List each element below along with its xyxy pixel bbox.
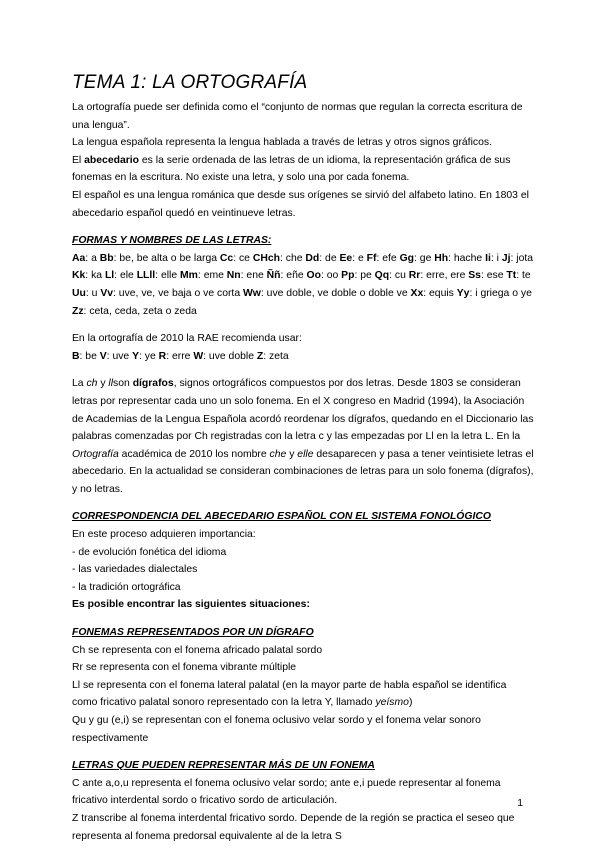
letter-form: Ff (366, 252, 377, 264)
letter-name: : zeta (263, 350, 289, 362)
fonema-line-qu-gu: Qu y gu (e,i) se representan con el fonema oclusivo velar sordo y el fonema velar sonoro respectivamente (72, 715, 481, 744)
letter-form: Rr (408, 270, 421, 282)
letter-form: CHch (252, 252, 280, 264)
page-number: 1 (517, 798, 523, 809)
letter-form: Mm (180, 270, 198, 282)
situaciones-line: Es posible encontrar las siguientes situaciones: (72, 599, 310, 611)
letter-form: Oo (306, 270, 321, 282)
digraph-paragraph (72, 375, 534, 498)
italic-che: che (269, 448, 287, 460)
document-page (72, 72, 534, 845)
letter-name: : eme (197, 270, 227, 282)
letter-name: : ka (85, 270, 105, 282)
letter-form: Aa (72, 252, 86, 264)
intro-paragraph-4: El español es una lengua románica que desde sus orígenes se sirvió del alfabeto latino. En 1803 el abecedario español quedó en veintinueve letras. (72, 189, 529, 219)
letters-list (72, 250, 534, 320)
letter-form: Bb (99, 252, 114, 264)
letter-name: : uve (106, 350, 133, 362)
intro-paragraph-3 (72, 152, 534, 187)
letter-form: Ll (104, 270, 115, 282)
italic-elle: elle (297, 448, 314, 460)
letter-name: : efe (376, 252, 400, 264)
italic-ortografia: Ortografía (72, 448, 119, 460)
text-span: Ll se representa con el fonema lateral palatal (en la mayor parte de habla español se identifica como fricativo palatal sonoro representado con la letra Y, llamado (72, 679, 507, 709)
letter-form: W (193, 350, 204, 362)
text-span: La (72, 378, 87, 390)
letter-name: : be, be alta o be larga (113, 252, 220, 264)
letter-form: Ee (339, 252, 353, 264)
letter-form: Yy (456, 287, 470, 299)
letter-form: LLll (136, 270, 156, 282)
text-span: y (97, 378, 109, 390)
letter-name: : oo (320, 270, 342, 282)
section-heading-formas: FORMAS Y NOMBRES DE LAS LETRAS: (72, 235, 272, 247)
letter-name: : i griega o ye (469, 287, 532, 299)
text-span: son (113, 378, 133, 390)
text-span: y (286, 448, 298, 460)
text-span: académica de 2010 los nombre (118, 448, 270, 460)
rae-letters-list (72, 348, 534, 366)
letter-name: : pe (354, 270, 375, 282)
letter-name: : e (352, 252, 367, 264)
letter-name: : a (85, 252, 100, 264)
letter-form: Xx (410, 287, 424, 299)
bold-term-digrafos: dígrafos (132, 378, 174, 390)
letras-paragraph-c: C ante a,o,u representa el fonema oclusivo velar sordo; ante e,i puede representar al fonema fricativo interdental sordo o fricativo sordo de articulación. (72, 777, 501, 807)
letter-name: : uve, ve, ve baja o ve corta (113, 287, 243, 299)
letter-form: Tt (506, 270, 517, 282)
italic-yeismo: yeísmo (375, 697, 409, 709)
letter-name: : de (319, 252, 340, 264)
letter-name: : eñe (280, 270, 307, 282)
italic-ll: ll (108, 378, 114, 390)
letter-name: : ceta, ceda, zeta o zeda (83, 305, 197, 317)
letter-name: : equis (423, 287, 457, 299)
fonema-line-ch: Ch se representa con el fonema africado palatal sordo (72, 644, 323, 656)
letter-name: : u (85, 287, 101, 299)
letter-form: R (158, 350, 167, 362)
letter-name: : ele (114, 270, 137, 282)
text-span: , signos ortográficos compuestos por dos letras. Desde 1803 se consideran letras por representar cada uno un solo fonema. En el X congreso en Madrid (1994), la Asociación de Academias de la Lengua Española acordó reordenar los dígrafos, quedando en el Diccionario las palabras comenzadas por Ch registradas con la letra c y las empezadas por Ll en la letra L. En la (72, 378, 534, 443)
letter-form: Dd (305, 252, 320, 264)
letter-form: Vv (100, 287, 114, 299)
text-span: es la serie ordenada de las letras de un idioma, la representación gráfica de sus fonemas en la escritura. No existe una letra, y solo una por cada fonema. (72, 154, 511, 184)
section-heading-letras: LETRAS QUE PUEDEN REPRESENTAR MÁS DE UN FONEMA (72, 760, 375, 772)
letter-name: : ye (139, 350, 159, 362)
section-heading-correspondencia: CORRESPONDENCIA DEL ABECEDARIO ESPAÑOL CON EL SISTEMA FONOLÓGICO (72, 511, 491, 523)
intro-paragraph-1: La ortografía puede ser definida como el “conjunto de normas que regulan la correcta escritura de una lengua”. (72, 102, 523, 131)
letter-name: : hache (448, 252, 486, 264)
section-heading-fonemas: FONEMAS REPRESENTADOS POR UN DÍGRAFO (72, 627, 314, 639)
letter-name: : jota (510, 252, 534, 264)
letter-name: : ce (233, 252, 253, 264)
letter-form: Jj (501, 252, 511, 264)
letter-form: Ww (243, 287, 261, 299)
list-item: - la tradición ortográfica (72, 581, 181, 593)
letter-form: Y (132, 350, 140, 362)
intro-paragraph-2: La lengua española representa la lengua hablada a través de letras y otros signos gráficos. (72, 137, 492, 149)
letter-form: Zz (72, 305, 84, 317)
letter-name: : che (279, 252, 306, 264)
letter-form: Kk (72, 270, 86, 282)
letter-form: Gg (399, 252, 415, 264)
list-item: - las variedades dialectales (72, 564, 198, 576)
italic-ch: ch (86, 378, 98, 390)
list-item: - de evolución fonética del idioma (72, 546, 227, 558)
letter-form: Hh (434, 252, 449, 264)
letter-form: Ññ (266, 270, 281, 282)
bold-term-abecedario: abecedario (84, 154, 140, 166)
letter-name: : cu (389, 270, 409, 282)
letter-name: : ese (480, 270, 507, 282)
letter-name: : erre, ere (420, 270, 469, 282)
letter-name: : be (79, 350, 100, 362)
fonema-line-rr: Rr se representa con el fonema vibrante múltiple (72, 662, 297, 674)
letter-name: : uve doble (203, 350, 257, 362)
page-title: TEMA 1: LA ORTOGRAFÍA (72, 72, 308, 93)
letter-form: Uu (72, 287, 86, 299)
letter-form: Ii (485, 252, 491, 264)
letter-form: Pp (341, 270, 355, 282)
fonema-line-ll (72, 677, 534, 712)
letter-form: B (72, 350, 80, 362)
letter-form: Qq (374, 270, 390, 282)
rae-line: En la ortografía de 2010 la RAE recomienda usar: (72, 333, 302, 345)
letter-name: : te (516, 270, 531, 282)
letras-paragraph-z: Z transcribe al fonema interdental fricativo sordo. Depende de la región se practica el seseo que representa al fonema predorsal equivalente al de la letra S (72, 812, 515, 842)
letter-form: Cc (219, 252, 234, 264)
letter-name: : ge (414, 252, 435, 264)
letter-name: : uve doble, ve doble o doble ve (260, 287, 411, 299)
letter-name: : erre (166, 350, 194, 362)
letter-form: V (99, 350, 107, 362)
correspondencia-line: En este proceso adquieren importancia: (72, 529, 256, 541)
text-span: ) (408, 697, 413, 709)
text-span: El (72, 154, 85, 166)
letter-name: : ene (240, 270, 267, 282)
text-span: desaparecen y pasa a tener veintisiete letras el abecedario. En la actualidad se consideran combinaciones de letras para un solo fonema (dígrafos), y no letras. (72, 448, 534, 495)
letter-name: : i (490, 252, 502, 264)
letter-form: Nn (226, 270, 241, 282)
letter-form: Z (256, 350, 264, 362)
letter-name: : elle (155, 270, 181, 282)
letter-form: Ss (468, 270, 481, 282)
